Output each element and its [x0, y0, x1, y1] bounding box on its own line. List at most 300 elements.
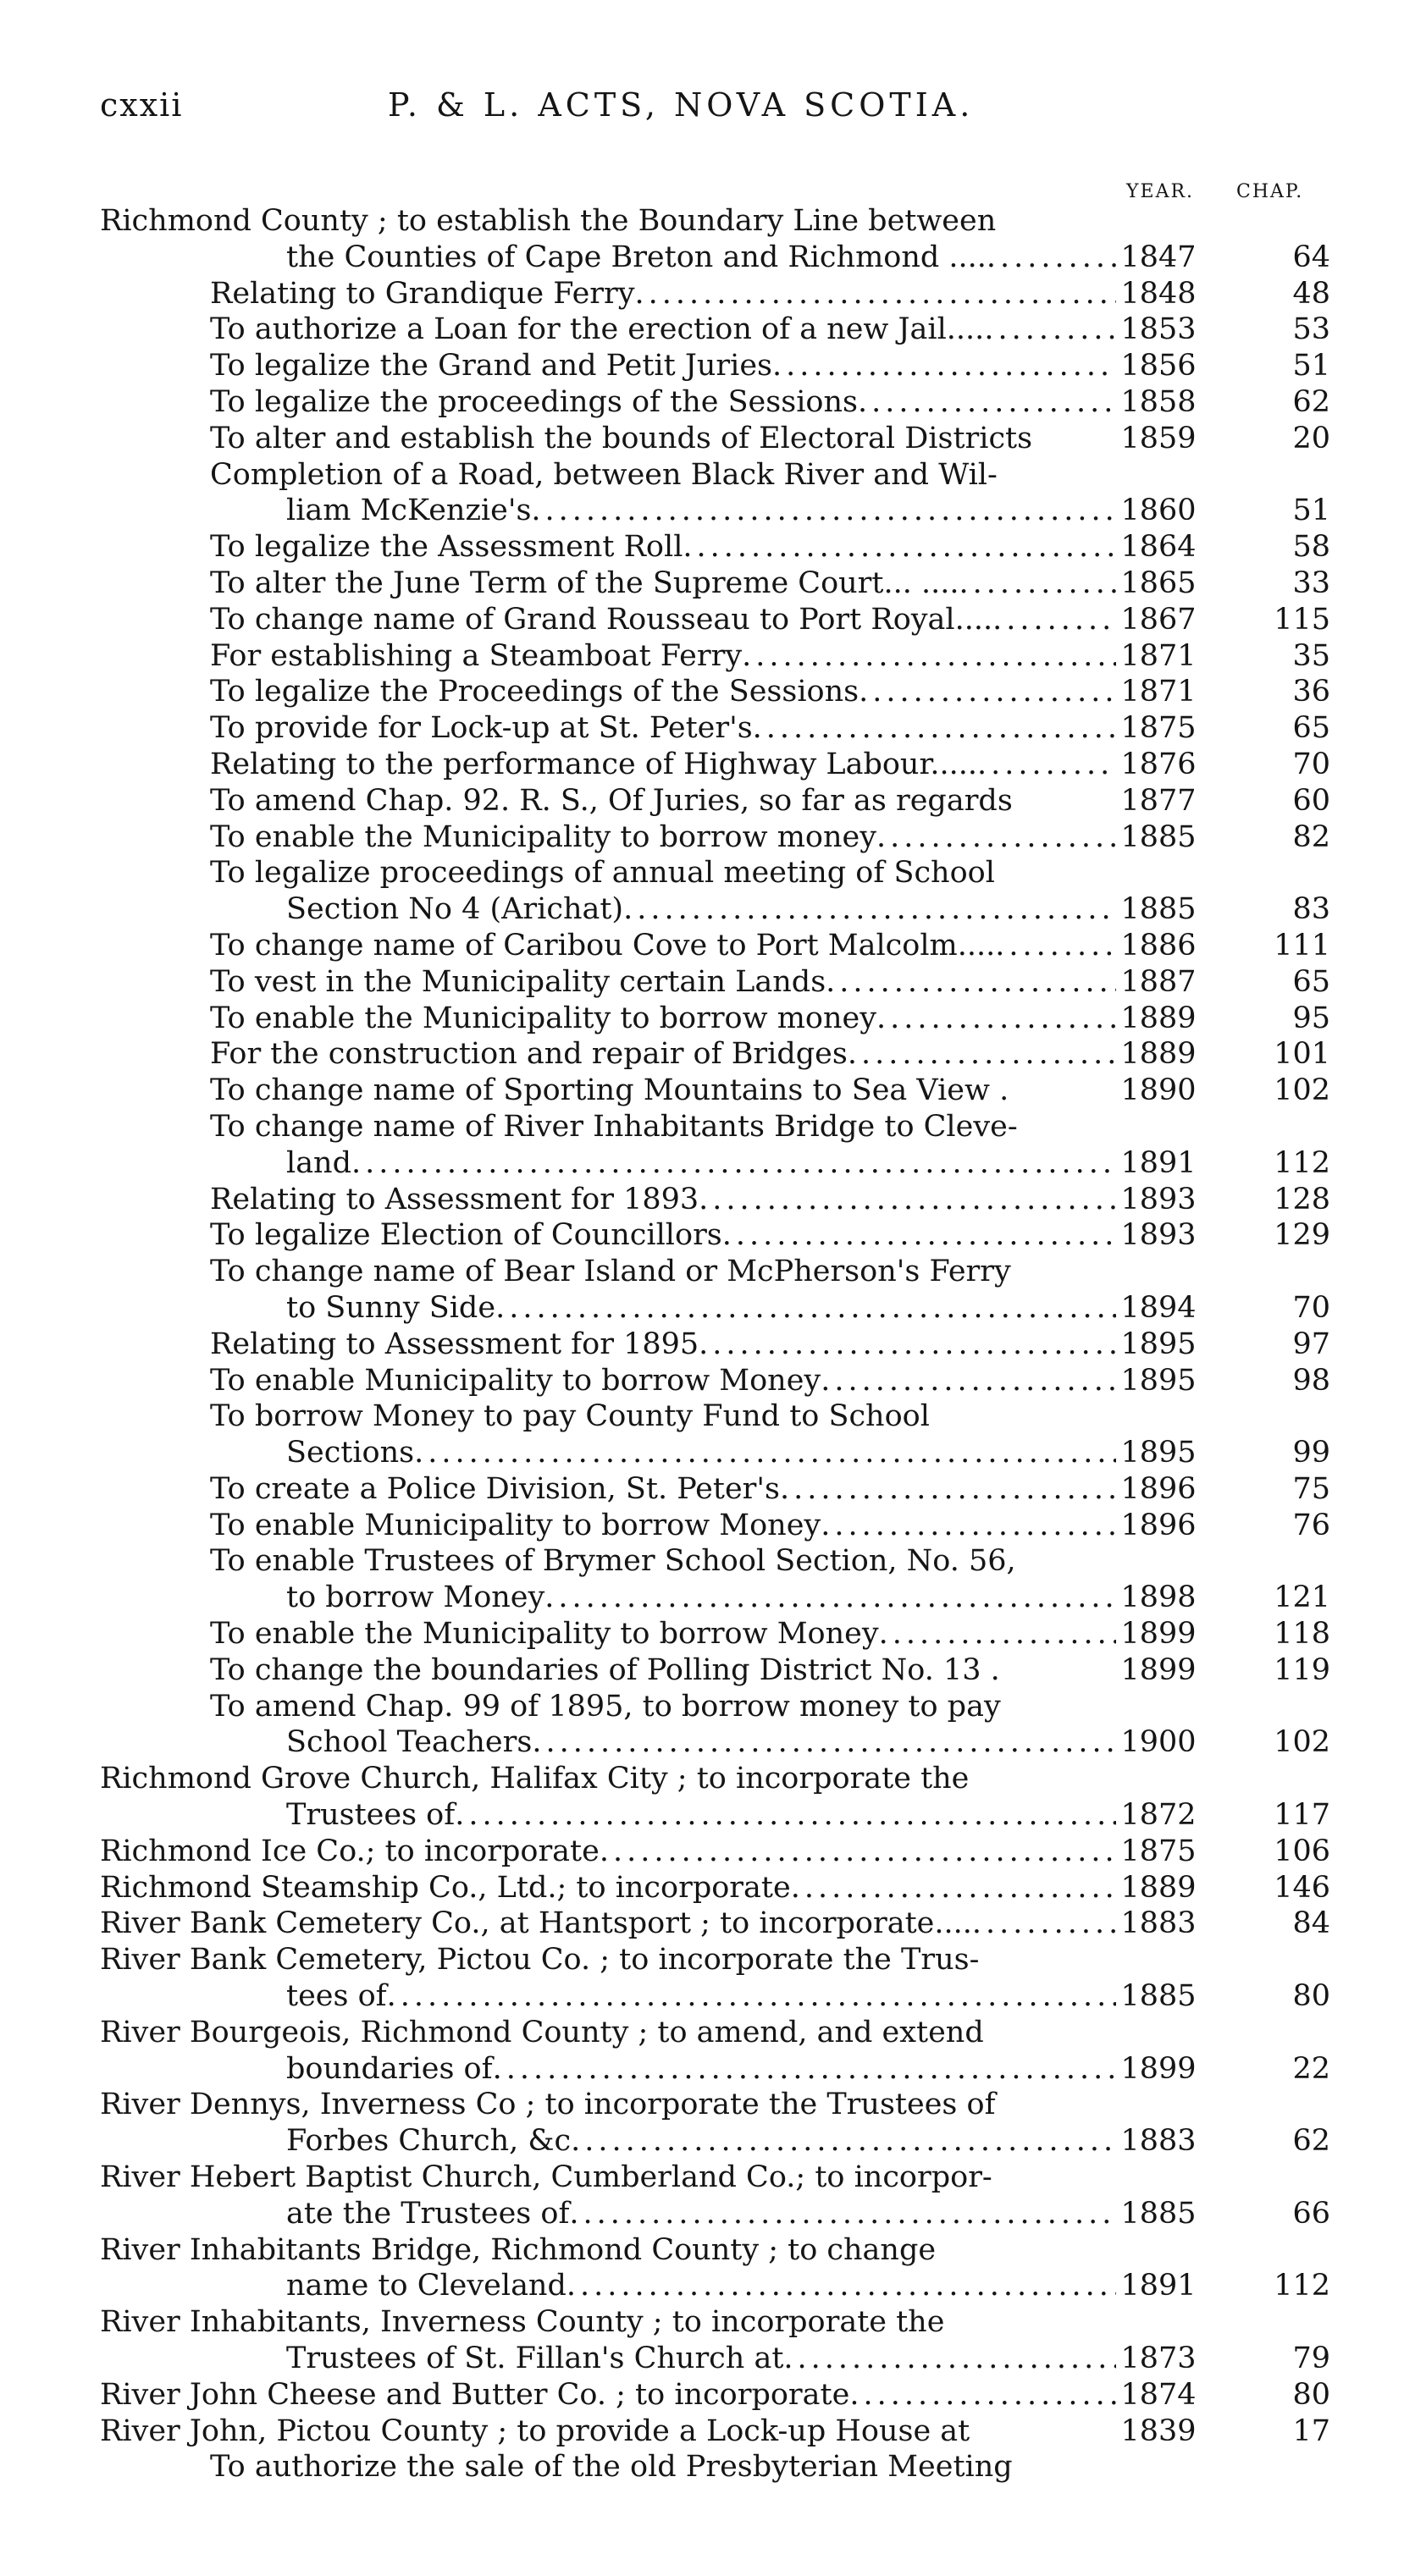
dot-leader — [848, 1036, 1116, 1073]
entry-year: 1900 — [1120, 1725, 1197, 1760]
index-entry — [0, 1435, 1415, 1471]
entry-chapter: 115 — [1274, 602, 1330, 637]
index-entry — [0, 1906, 1415, 1942]
entry-year: 1890 — [1120, 1073, 1197, 1108]
entry-text — [286, 1724, 1116, 1761]
dot-leader — [635, 276, 1116, 312]
entry-chapter: 129 — [1274, 1218, 1330, 1253]
entry-year: 1889 — [1120, 1037, 1197, 1072]
index-entry — [0, 1471, 1415, 1508]
entry-label: Relating to the performance of Highway Labour..... — [210, 747, 977, 781]
entry-year: 1847 — [1120, 240, 1197, 274]
entry-chapter: 70 — [1292, 1290, 1330, 1325]
entry-text — [210, 819, 1116, 856]
entry-year: 1867 — [1120, 602, 1197, 637]
index-entry — [0, 2160, 1415, 2196]
index-entries — [0, 203, 1415, 2485]
entry-text — [100, 2377, 1116, 2413]
entry-text: Completion of a Road, between Black River and Wil- — [210, 457, 998, 492]
year-column-header: YEAR. — [1126, 181, 1195, 202]
index-entry — [0, 276, 1415, 312]
entry-year: 1895 — [1120, 1363, 1197, 1398]
index-entry — [0, 602, 1415, 638]
entry-chapter: 33 — [1292, 565, 1330, 600]
entry-text — [210, 1471, 1116, 1508]
entry-text: River Bourgeois, Richmond County ; to amend, and extend — [100, 2015, 984, 2049]
dot-leader — [351, 1145, 1116, 1182]
entry-label: To change name of Caribou Cove to Port Malcolm.... — [210, 928, 996, 963]
entry-text: To change name of Bear Island or McPherson's Ferry — [210, 1255, 1011, 1289]
entry-year: 1874 — [1120, 2377, 1197, 2412]
entry-chapter: 146 — [1274, 1870, 1330, 1905]
entry-label: Trustees of St. Fillan's Church at — [286, 2342, 784, 2376]
index-entry — [0, 1290, 1415, 1327]
entry-label: to borrow Money — [286, 1580, 545, 1615]
entry-chapter: 35 — [1292, 638, 1330, 673]
entry-text — [210, 710, 1116, 747]
entry-year: 1887 — [1120, 964, 1197, 999]
entry-chapter: 79 — [1292, 2342, 1330, 2376]
entry-year: 1876 — [1120, 747, 1197, 781]
entry-year: 1898 — [1120, 1580, 1197, 1615]
entry-text — [210, 348, 1116, 384]
entry-text — [210, 1182, 1116, 1218]
entry-label: liam McKenzie's — [286, 494, 532, 528]
dot-leader — [826, 964, 1116, 1001]
entry-year: 1896 — [1120, 1471, 1197, 1506]
dot-leader — [569, 2196, 1116, 2232]
entry-label: Richmond Ice Co.; to incorporate — [100, 1834, 600, 1868]
index-entry — [0, 2449, 1415, 2485]
entry-label: To provide for Lock-up at St. Peter's — [210, 711, 753, 746]
dot-leader — [972, 1906, 1116, 1942]
entry-label: To enable the Municipality to borrow Money — [210, 1617, 879, 1652]
index-entry — [0, 312, 1415, 348]
entry-text — [210, 674, 1116, 710]
entry-text — [210, 384, 1116, 421]
dot-leader — [387, 1978, 1116, 2015]
entry-label: To legalize the Assessment Roll — [210, 530, 683, 565]
entry-text — [210, 1508, 1116, 1544]
entry-chapter: 84 — [1292, 1906, 1330, 1941]
entry-label: To alter the June Term of the Supreme Court... .... — [210, 565, 959, 600]
entry-text — [210, 1327, 1116, 1363]
entry-label: For the construction and repair of Bridges — [210, 1037, 848, 1072]
dot-leader — [859, 674, 1116, 710]
dot-leader — [683, 529, 1116, 565]
index-entry — [0, 710, 1415, 747]
index-entry — [0, 1580, 1415, 1616]
entry-text — [286, 1797, 1116, 1834]
entry-text: To enable Trustees of Brymer School Section, No. 56, — [210, 1544, 1016, 1579]
index-entry — [0, 783, 1415, 819]
entry-year: 1875 — [1120, 1834, 1197, 1868]
entry-chapter: 17 — [1292, 2413, 1330, 2448]
entry-year: 1871 — [1120, 638, 1197, 673]
entry-label: name to Cleveland — [286, 2269, 567, 2303]
dot-leader — [821, 1363, 1116, 1399]
dot-leader — [791, 1870, 1116, 1906]
dot-leader — [722, 1217, 1116, 1254]
entry-text — [210, 638, 1116, 675]
entry-year: 1889 — [1120, 1001, 1197, 1035]
entry-chapter: 111 — [1274, 928, 1330, 963]
entry-text — [210, 312, 1116, 348]
entry-chapter: 99 — [1292, 1436, 1330, 1470]
entry-year: 1865 — [1120, 565, 1197, 600]
entry-chapter: 36 — [1292, 675, 1330, 709]
entry-text — [210, 1616, 1116, 1652]
dot-leader — [783, 2341, 1116, 2377]
entry-year: 1858 — [1120, 384, 1197, 419]
index-entry — [0, 2377, 1415, 2413]
entry-text — [286, 2123, 1116, 2160]
entry-label: Relating to Assessment for 1895 — [210, 1327, 699, 1361]
dot-leader — [977, 747, 1116, 783]
entry-label: Richmond Steamship Co., Ltd.; to incorporate — [100, 1870, 791, 1905]
dot-leader — [753, 710, 1116, 747]
entry-text — [286, 2196, 1116, 2232]
entry-text: To authorize the sale of the old Presbyterian Meeting — [210, 2450, 1013, 2485]
entry-chapter: 119 — [1274, 1652, 1330, 1687]
entry-chapter: 121 — [1274, 1580, 1330, 1615]
entry-chapter: 97 — [1292, 1327, 1330, 1361]
index-entry — [0, 1797, 1415, 1834]
entry-label: To legalize the Grand and Petit Juries — [210, 349, 772, 383]
entry-text: To change name of River Inhabitants Bridge to Cleve- — [210, 1109, 1018, 1144]
dot-leader — [532, 1724, 1116, 1761]
entry-year: 1853 — [1120, 312, 1197, 347]
dot-leader — [821, 1508, 1116, 1544]
entry-year: 1873 — [1120, 2342, 1197, 2376]
index-entry — [0, 891, 1415, 928]
index-entry — [0, 1761, 1415, 1797]
entry-label: To enable Municipality to borrow Money — [210, 1363, 821, 1398]
entry-chapter: 66 — [1292, 2196, 1330, 2231]
entry-text — [210, 1217, 1116, 1254]
entry-chapter: 106 — [1274, 1834, 1330, 1868]
entry-chapter: 53 — [1292, 312, 1330, 347]
entry-label: School Teachers — [286, 1725, 533, 1760]
index-entry — [0, 819, 1415, 856]
entry-text — [286, 2051, 1116, 2088]
entry-label: To vest in the Municipality certain Lands — [210, 964, 826, 999]
entry-text: River Bank Cemetery, Pictou Co. ; to incorporate the Trus- — [100, 1943, 980, 1978]
index-entry — [0, 1363, 1415, 1399]
entry-label: Trustees of — [286, 1798, 456, 1833]
index-entry — [0, 2051, 1415, 2088]
entry-text — [286, 493, 1116, 529]
entry-text — [286, 1978, 1116, 2015]
entry-label: Section No 4 (Arichat) — [286, 892, 624, 927]
entry-text: River Inhabitants, Inverness County ; to incorporate the — [100, 2305, 945, 2340]
dot-leader — [493, 2051, 1116, 2088]
entry-year: 1895 — [1120, 1327, 1197, 1361]
entry-year: 1877 — [1120, 783, 1197, 818]
index-entry — [0, 203, 1415, 240]
entry-chapter: 102 — [1274, 1073, 1330, 1108]
entry-chapter: 102 — [1274, 1725, 1330, 1760]
entry-chapter: 51 — [1292, 494, 1330, 528]
dot-leader — [495, 1290, 1116, 1327]
dot-leader — [987, 240, 1116, 276]
entry-year: 1893 — [1120, 1218, 1197, 1253]
entry-text: Richmond Grove Church, Halifax City ; to incorporate the — [100, 1762, 970, 1796]
entry-chapter: 62 — [1292, 2124, 1330, 2159]
index-entry — [0, 928, 1415, 964]
index-entry — [0, 2341, 1415, 2377]
index-entry — [0, 2123, 1415, 2160]
running-title: P. & L. ACTS, NOVA SCOTIA. — [388, 86, 975, 124]
entry-year: 1872 — [1120, 1798, 1197, 1833]
index-entry — [0, 421, 1415, 457]
entry-text — [210, 602, 1116, 638]
entry-text: To amend Chap. 92. R. S., Of Juries, so far as regards — [210, 783, 1013, 818]
entry-label: Relating to Grandique Ferry — [210, 276, 635, 311]
entry-chapter: 51 — [1292, 349, 1330, 383]
entry-year: 1889 — [1120, 1870, 1197, 1905]
entry-year: 1896 — [1120, 1508, 1197, 1542]
dot-leader — [984, 312, 1116, 348]
entry-text — [286, 1580, 1116, 1616]
dot-leader — [772, 348, 1116, 384]
entry-text — [286, 1290, 1116, 1327]
entry-chapter: 80 — [1292, 2377, 1330, 2412]
entry-text: To alter and establish the bounds of Electoral Districts — [210, 421, 1033, 455]
entry-label: To legalize the proceedings of the Sessions — [210, 384, 858, 419]
entry-label: To legalize Election of Councillors — [210, 1218, 722, 1253]
entry-year: 1885 — [1120, 2196, 1197, 2231]
index-entry — [0, 1942, 1415, 1978]
entry-text: River Inhabitants Bridge, Richmond County ; to change — [100, 2232, 937, 2267]
dot-leader — [699, 1327, 1116, 1363]
index-entry — [0, 855, 1415, 891]
dot-leader — [992, 602, 1116, 638]
entry-text — [286, 1435, 1116, 1471]
index-entry — [0, 493, 1415, 529]
entry-year: 1856 — [1120, 349, 1197, 383]
index-entry — [0, 1652, 1415, 1689]
index-entry — [0, 565, 1415, 602]
entry-text — [286, 2341, 1116, 2377]
entry-chapter: 48 — [1292, 276, 1330, 311]
entry-label: To create a Police Division, St. Peter's — [210, 1471, 780, 1506]
entry-year: 1848 — [1120, 276, 1197, 311]
entry-year: 1885 — [1120, 819, 1197, 854]
entry-text — [210, 1036, 1116, 1073]
index-entry — [0, 1834, 1415, 1870]
dot-leader — [876, 819, 1116, 856]
index-entry — [0, 240, 1415, 276]
entry-text — [210, 565, 1116, 602]
dot-leader — [699, 1182, 1116, 1218]
entry-chapter: 58 — [1292, 530, 1330, 565]
entry-year: 1885 — [1120, 892, 1197, 927]
dot-leader — [849, 2377, 1116, 2413]
index-entry — [0, 2413, 1415, 2450]
entry-chapter: 118 — [1274, 1617, 1330, 1652]
entry-label: boundaries of — [286, 2051, 493, 2086]
index-entry — [0, 1001, 1415, 1037]
entry-chapter: 76 — [1292, 1508, 1330, 1542]
index-entry — [0, 457, 1415, 494]
entry-text: To legalize proceedings of annual meeting of School — [210, 856, 995, 891]
entry-chapter: 98 — [1292, 1363, 1330, 1398]
entry-label: To enable the Municipality to borrow money — [210, 819, 877, 854]
entry-year: 1886 — [1120, 928, 1197, 963]
entry-year: 1885 — [1120, 1979, 1197, 2014]
page-number: cxxii — [100, 86, 184, 124]
entry-chapter: 95 — [1292, 1001, 1330, 1035]
entry-year: 1899 — [1120, 1617, 1197, 1652]
entry-text: To amend Chap. 99 of 1895, to borrow money to pay — [210, 1689, 1001, 1724]
entry-text — [210, 1363, 1116, 1399]
entry-text: Richmond County ; to establish the Boundary Line between — [100, 204, 997, 238]
index-entry — [0, 1145, 1415, 1182]
entry-label: To authorize a Loan for the erection of a new Jail.... — [210, 312, 985, 347]
entry-text — [286, 1145, 1116, 1182]
entry-chapter: 112 — [1274, 2269, 1330, 2303]
entry-text: To borrow Money to pay County Fund to School — [210, 1399, 930, 1434]
entry-label: For establishing a Steamboat Ferry — [210, 638, 743, 673]
entry-year: 1875 — [1120, 711, 1197, 746]
dot-leader — [742, 638, 1116, 675]
entry-label: Forbes Church, &c — [286, 2124, 572, 2159]
entry-chapter: 62 — [1292, 384, 1330, 419]
entry-chapter: 117 — [1274, 1798, 1330, 1833]
index-entry — [0, 529, 1415, 565]
entry-chapter: 20 — [1292, 421, 1330, 455]
entry-text — [286, 2268, 1116, 2304]
entry-year: 1894 — [1120, 1290, 1197, 1325]
dot-leader — [455, 1797, 1116, 1834]
index-entry — [0, 638, 1415, 675]
entry-year: 1860 — [1120, 494, 1197, 528]
dot-leader — [567, 2268, 1116, 2304]
index-entry — [0, 1254, 1415, 1290]
entry-year: 1899 — [1120, 1652, 1197, 1687]
dot-leader — [600, 1834, 1116, 1870]
entry-label: Relating to Assessment for 1893 — [210, 1182, 699, 1216]
entry-text — [100, 1870, 1116, 1906]
entry-text — [210, 276, 1116, 312]
entry-chapter: 112 — [1274, 1145, 1330, 1180]
entry-chapter: 65 — [1292, 964, 1330, 999]
entry-year: 1883 — [1120, 1906, 1197, 1941]
index-entry — [0, 1978, 1415, 2015]
entry-label: To enable Municipality to borrow Money — [210, 1508, 821, 1542]
dot-leader — [879, 1616, 1116, 1652]
index-entry — [0, 674, 1415, 710]
index-entry — [0, 1182, 1415, 1218]
entry-label: River Bank Cemetery Co., at Hantsport ; to incorporate.... — [100, 1906, 972, 1941]
dot-leader — [858, 384, 1116, 421]
entry-text — [210, 928, 1116, 964]
index-entry — [0, 1870, 1415, 1906]
index-entry — [0, 2304, 1415, 2341]
entry-year: 1891 — [1120, 1145, 1197, 1180]
entry-text — [210, 747, 1116, 783]
dot-leader — [531, 493, 1116, 529]
dot-leader — [995, 928, 1116, 964]
index-entry — [0, 747, 1415, 783]
entry-year: 1891 — [1120, 2269, 1197, 2303]
index-entry — [0, 1327, 1415, 1363]
index-entry — [0, 2268, 1415, 2304]
chap-column-header: CHAP. — [1236, 181, 1304, 202]
entry-year: 1883 — [1120, 2124, 1197, 2159]
index-entry — [0, 2087, 1415, 2123]
entry-label: ate the Trustees of — [286, 2196, 570, 2231]
index-entry — [0, 1689, 1415, 1725]
entry-chapter: 101 — [1274, 1037, 1330, 1072]
index-entry — [0, 1036, 1415, 1073]
dot-leader — [544, 1580, 1116, 1616]
entry-label: tees of — [286, 1979, 387, 2014]
entry-chapter: 128 — [1274, 1182, 1330, 1216]
index-entry — [0, 1508, 1415, 1544]
entry-chapter: 82 — [1292, 819, 1330, 854]
index-entry — [0, 384, 1415, 421]
index-entry — [0, 2196, 1415, 2232]
entry-text: To change the boundaries of Polling District No. 13 . — [210, 1652, 1000, 1687]
entry-text — [210, 1001, 1116, 1037]
entry-chapter: 75 — [1292, 1471, 1330, 1506]
entry-year: 1895 — [1120, 1436, 1197, 1470]
index-entry — [0, 1109, 1415, 1145]
entry-year: 1893 — [1120, 1182, 1197, 1216]
index-entry — [0, 1543, 1415, 1580]
index-entry — [0, 1073, 1415, 1109]
page-header — [100, 86, 1336, 137]
entry-year: 1899 — [1120, 2051, 1197, 2086]
entry-label: River John Cheese and Butter Co. ; to incorporate — [100, 2377, 850, 2412]
entry-label: the Counties of Cape Breton and Richmond .... — [286, 240, 987, 274]
entry-text: To change name of Sporting Mountains to Sea View . — [210, 1073, 1009, 1108]
dot-leader — [623, 891, 1116, 928]
entry-chapter: 65 — [1292, 711, 1330, 746]
entry-year: 1839 — [1120, 2413, 1197, 2448]
entry-year: 1871 — [1120, 675, 1197, 709]
index-entry — [0, 1217, 1415, 1254]
index-entry — [0, 348, 1415, 384]
entry-chapter: 70 — [1292, 747, 1330, 781]
entry-year: 1864 — [1120, 530, 1197, 565]
entry-year: 1859 — [1120, 421, 1197, 455]
entry-text — [210, 529, 1116, 565]
entry-text: River Hebert Baptist Church, Cumberland Co.; to incorpor- — [100, 2160, 992, 2195]
index-entry — [0, 2015, 1415, 2051]
entry-text — [100, 1834, 1116, 1870]
entry-label: Sections — [286, 1436, 415, 1470]
entry-chapter: 60 — [1292, 783, 1330, 818]
entry-text — [286, 891, 1116, 928]
dot-leader — [780, 1471, 1116, 1508]
entry-text — [210, 964, 1116, 1001]
index-entry — [0, 1724, 1415, 1761]
entry-label: To legalize the Proceedings of the Sessions — [210, 675, 860, 709]
entry-chapter: 83 — [1292, 892, 1330, 927]
entry-label: To enable the Municipality to borrow money — [210, 1001, 877, 1035]
entry-label: to Sunny Side — [286, 1290, 496, 1325]
entry-chapter: 64 — [1292, 240, 1330, 274]
entry-label: To change name of Grand Rousseau to Port Royal.... — [210, 602, 993, 637]
dot-leader — [414, 1435, 1116, 1471]
entry-text — [100, 1906, 1116, 1942]
entry-label: land — [286, 1145, 352, 1180]
entry-text: River John, Pictou County ; to provide a Lock-up House at — [100, 2413, 970, 2448]
index-entry — [0, 1398, 1415, 1435]
